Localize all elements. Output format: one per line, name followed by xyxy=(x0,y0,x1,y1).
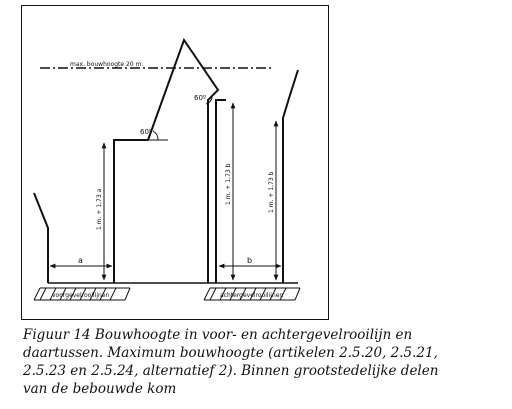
angle-arc-left xyxy=(153,131,158,140)
dim-b-label: b xyxy=(247,256,253,265)
angle-left-label: 60º xyxy=(140,128,153,136)
dim-b-outer-label: 1 m. + 1,73 b xyxy=(268,171,275,213)
building-outline-front xyxy=(114,40,218,283)
caption-line: van de bebouwde kom xyxy=(23,381,177,397)
left-facade-opposite xyxy=(34,193,48,283)
caption-line: Figuur 14 Bouwhoogte in voor- en achtergevelrooilijn en xyxy=(23,327,413,343)
caption-line: 2.5.23 en 2.5.24, alternatief 2). Binnen grootstedelijke delen xyxy=(23,363,439,379)
figure-caption xyxy=(23,326,503,398)
dim-b-inner-label: 1 m. + 1,73 b xyxy=(225,163,232,205)
caption-line: daartussen. Maximum bouwhoogte (artikelen 2.5.20, 2.5.21, xyxy=(23,345,438,361)
front-line-label: voorgevelrooilijnen xyxy=(52,292,110,299)
max-height-label: max. bouwhoogte 20 m. xyxy=(70,61,144,68)
angle-right-label: 60º xyxy=(194,94,207,102)
dim-a-label: a xyxy=(78,256,83,265)
right-facade-opposite xyxy=(283,70,298,283)
dim-a-vertical-label: 1 m. + 1,73 a xyxy=(96,188,103,230)
rear-line-label: achtergevelrooilijnen xyxy=(220,292,284,299)
